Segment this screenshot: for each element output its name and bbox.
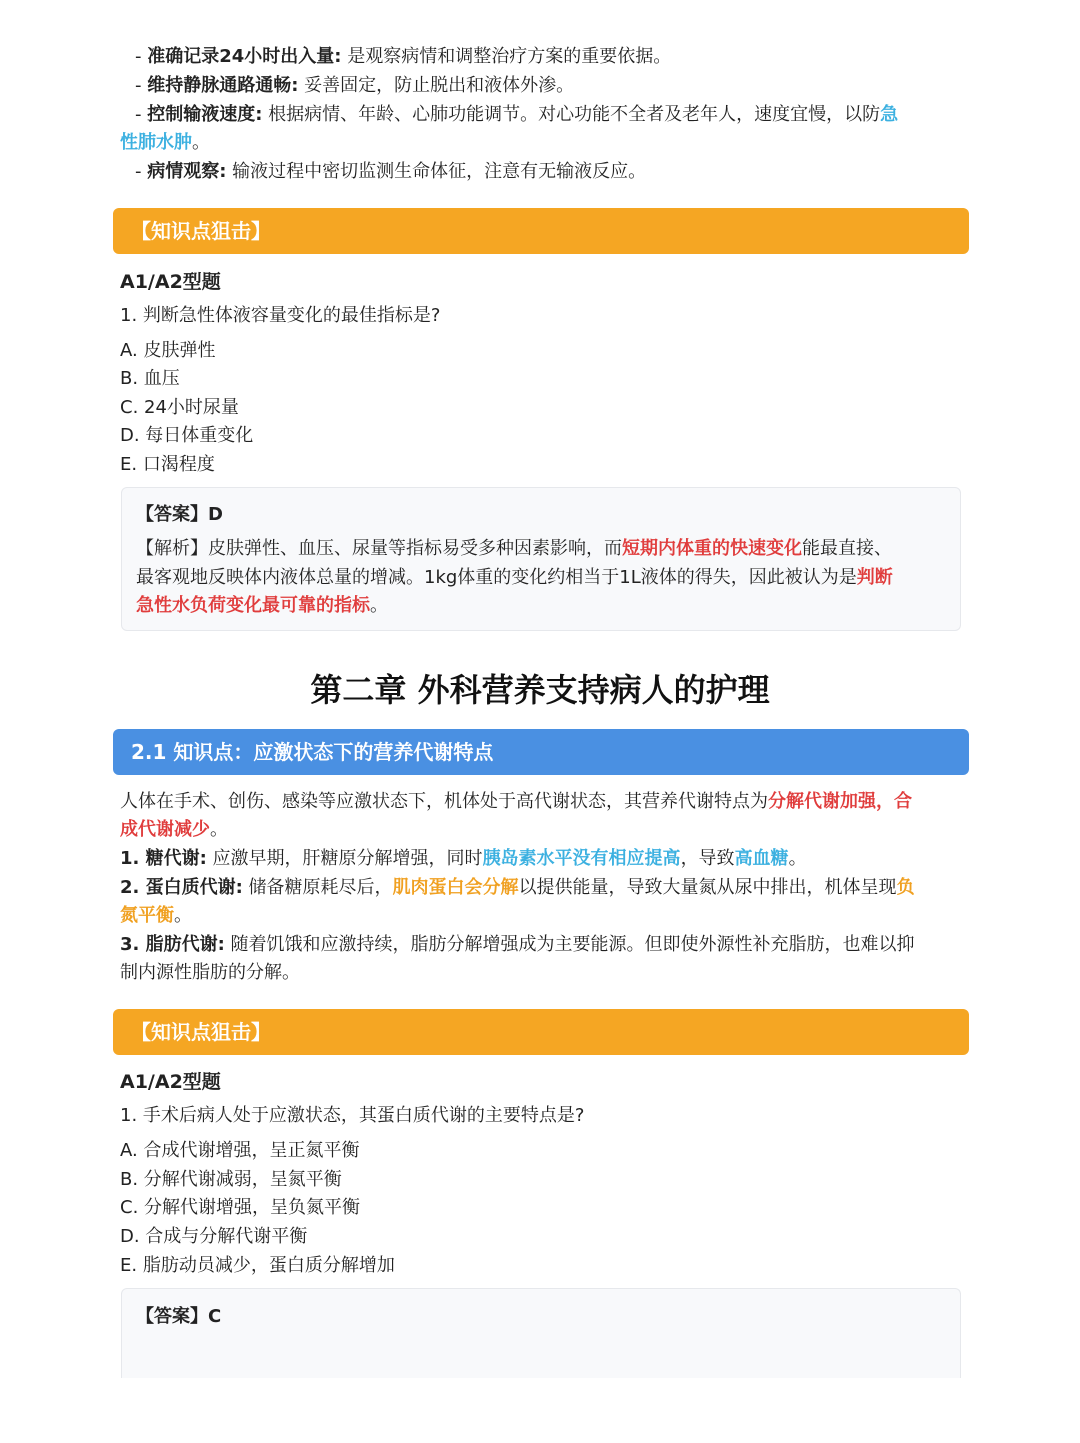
question-type: A1/A2型题 <box>120 271 221 293</box>
knowledge-banner: 【知识点狙击】 <box>113 208 969 254</box>
answer-label: 【答案】D <box>136 504 223 525</box>
analysis-line-3: 急性水负荷变化最可靠的指标。 <box>136 595 388 616</box>
protein-metabolism-cont: 氮平衡。 <box>120 905 192 926</box>
fat-metabolism: 3. 脂肪代谢: 随着饥饿和应激持续，脂肪分解增强成为主要能源。但即使外源性补充脂肪，也难以抑 <box>120 934 915 955</box>
sugar-metabolism: 1. 糖代谢: 应激早期，肝糖原分解增强，同时胰岛素水平没有相应提高，导致高血糖。 <box>120 848 807 869</box>
section2-paragraph-line-2: 成代谢减少。 <box>120 819 228 840</box>
bullet-record-intake: - 准确记录24小时出入量: 是观察病情和调整治疗方案的重要依据。 <box>135 46 672 67</box>
fat-metabolism-cont: 制内源性脂肪的分解。 <box>120 962 300 983</box>
question-type-2: A1/A2型题 <box>120 1071 221 1093</box>
knowledge-point-banner: 2.1 知识点：应激状态下的营养代谢特点 <box>113 729 969 775</box>
bullet-term: 准确记录24小时出入量: <box>147 46 342 67</box>
chapter-title: 第二章 外科营养支持病人的护理 <box>310 671 770 709</box>
analysis-line-1: 【解析】皮肤弹性、血压、尿量等指标易受多种因素影响，而短期内体重的快速变化能最直接、 <box>136 538 892 559</box>
bullet-term: 控制输液速度: <box>147 104 263 125</box>
answer-box-2 <box>121 1288 961 1378</box>
option-e: E. 口渴程度 <box>120 454 215 475</box>
option-d: D. 每日体重变化 <box>120 425 254 446</box>
option-c-2: C. 分解代谢增强，呈负氮平衡 <box>120 1197 361 1218</box>
analysis-line-2: 最客观地反映体内液体总量的增减。1kg体重的变化约相当于1L液体的得失，因此被认为是判断 <box>136 567 893 588</box>
bullet-observation: - 病情观察: 输液过程中密切监测生命体征，注意有无输液反应。 <box>135 161 647 182</box>
option-b: B. 血压 <box>120 368 180 389</box>
option-e-2: E. 脂肪动员减少，蛋白质分解增加 <box>120 1255 395 1276</box>
option-a: A. 皮肤弹性 <box>120 340 216 361</box>
knowledge-banner-2: 【知识点狙击】 <box>113 1009 969 1055</box>
bullet-infusion-speed: - 控制输液速度: 根据病情、年龄、心肺功能调节。对心功能不全者及老年人，速度宜慢，以防急 <box>135 104 899 125</box>
option-d-2: D. 合成与分解代谢平衡 <box>120 1226 308 1247</box>
answer-box <box>121 487 961 631</box>
answer-label-2: 【答案】C <box>136 1306 222 1327</box>
question-text: 1. 判断急性体液容量变化的最佳指标是? <box>120 305 441 326</box>
bullet-infusion-speed-cont: 性肺水肿。 <box>120 132 210 153</box>
bullet-term: 病情观察: <box>147 161 227 182</box>
bullet-term: 维持静脉通路通畅: <box>147 75 299 96</box>
option-c: C. 24小时尿量 <box>120 397 239 418</box>
protein-metabolism: 2. 蛋白质代谢: 储备糖原耗尽后，肌肉蛋白会分解以提供能量，导致大量氮从尿中排出，机体呈现负 <box>120 877 915 898</box>
option-a-2: A. 合成代谢增强，呈正氮平衡 <box>120 1140 360 1161</box>
section2-paragraph-line-1: 人体在手术、创伤、感染等应激状态下，机体处于高代谢状态，其营养代谢特点为分解代谢加强，合 <box>120 791 912 812</box>
question-text-2: 1. 手术后病人处于应激状态，其蛋白质代谢的主要特点是? <box>120 1105 585 1126</box>
option-b-2: B. 分解代谢减弱，呈氮平衡 <box>120 1169 342 1190</box>
bullet-iv-access: - 维持静脉通路通畅: 妥善固定，防止脱出和液体外渗。 <box>135 75 575 96</box>
